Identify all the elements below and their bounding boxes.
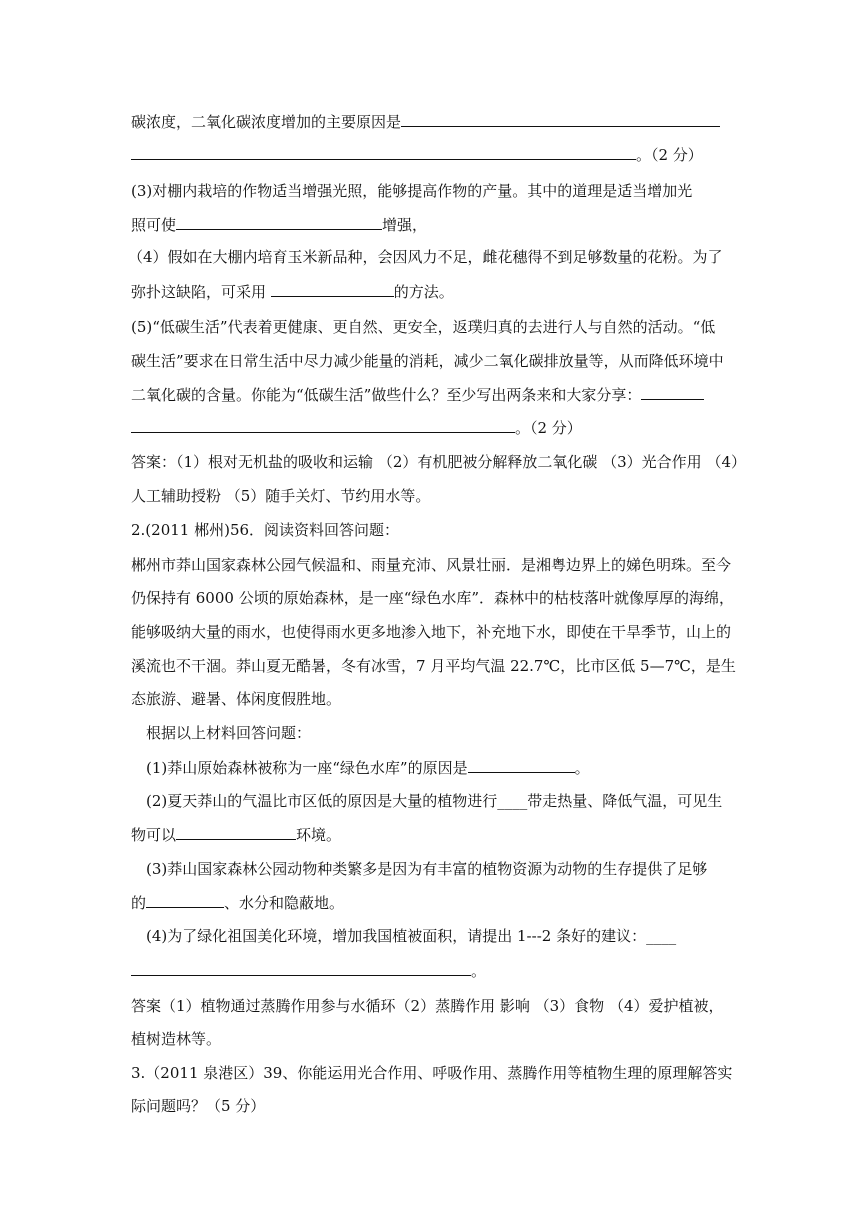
- text-line: (4)为了绿化祖国美化环境，增加我国植被面积，请提出 1---2 条好的建议：____: [146, 927, 677, 945]
- text-line: 溪流也不干涸。莽山夏无酷暑，冬有冰雪，7 月平均气温 22.7℃，比市区低 5—7℃，是生: [131, 657, 736, 675]
- answer-blank: [176, 823, 296, 840]
- text-line: 。（2 分）: [131, 143, 703, 165]
- answer-blank: [271, 280, 394, 297]
- answer-blank: [131, 959, 471, 976]
- answer-blank: [176, 213, 382, 230]
- text-line: 的 、水分和隐蔽地。: [131, 891, 344, 913]
- text-line: 照可使 增强，: [131, 213, 427, 235]
- answer-line: 植树造林等。: [131, 1030, 222, 1048]
- text-line: (1)莽山原始森林被称为一座“绿色水库”的原因是 。: [146, 756, 590, 778]
- answer-blank: [131, 416, 515, 433]
- text-line: 态旅游、避暑、体闲度假胜地。: [131, 690, 342, 708]
- text-line: 郴州市莽山国家森林公园气候温和、雨量充沛、风景壮丽．是湘粤边界上的娣色明珠。至今: [131, 556, 732, 574]
- answer-blank: [468, 756, 575, 773]
- text-line: 根据以上材料回答问题：: [146, 724, 312, 742]
- answer-line: 答案（1）植物通过蒸腾作用参与水循环（2）蒸腾作用 影响 （3）食物 （4）爱护植被，: [131, 997, 724, 1015]
- text-line: 能够吸纳大量的雨水，也使得雨水更多地渗入地下，补充地下水，即使在干旱季节，山上的: [131, 623, 732, 641]
- text-line: 弥扑这缺陷，可采用 的方法。: [131, 280, 454, 302]
- text-line: 物可以 环境。: [131, 823, 341, 845]
- text-line: 碳浓度，二氧化碳浓度增加的主要原因是: [131, 110, 720, 132]
- answer-blank: [401, 110, 720, 127]
- text-line: 。: [131, 959, 486, 981]
- answer-blank: [641, 383, 704, 400]
- text-line: 仍保持有 6000 公顷的原始森林，是一座“绿色水库”．森林中的枯枝落叶就像厚厚的海绵，: [131, 589, 735, 607]
- answer-blank: [146, 891, 224, 908]
- answer-blank: [131, 143, 636, 160]
- text-line: 。（2 分）: [131, 416, 582, 438]
- text-line: 二氧化碳的含量。你能为“低碳生活”做些什么？至少写出两条来和大家分享：: [131, 383, 704, 405]
- text-line: (5)“低碳生活”代表着更健康、更自然、更安全，返璞归真的去进行人与自然的活动。“低: [131, 318, 716, 336]
- text-line: 际问题吗？（5 分）: [131, 1097, 266, 1115]
- text-line: (2)夏天莽山的气温比市区低的原因是大量的植物进行____带走热量、降低气温，可见生: [146, 792, 723, 810]
- text-line: 碳生活”要求在日常生活中尽力减少能量的消耗，减少二氧化碳排放量等，从而降低环境中: [131, 352, 724, 370]
- text-line: （4）假如在大棚内培育玉米新品种，会因风力不足，雌花穗得不到足够数量的花粉。为了: [128, 248, 723, 266]
- question-heading: 3.（2011 泉港区）39、你能运用光合作用、呼吸作用、蒸腾作用等植物生理的原理解答实: [131, 1064, 733, 1082]
- question-heading: 2.(2011 郴州)56．阅读资料回答问题：: [131, 521, 400, 539]
- answer-line: 答案：（1）根对无机盐的吸收和运输 （2）有机肥被分解释放二氧化碳 （3）光合作用 （4）: [131, 453, 746, 471]
- text-line: (3)莽山国家森林公园动物种类繁多是因为有丰富的植物资源为动物的生存提供了足够: [146, 860, 708, 878]
- text-line: (3)对棚内栽培的作物适当增强光照，能够提高作物的产量。其中的道理是适当增加光: [131, 182, 693, 200]
- answer-line: 人工辅助授粉 （5）随手关灯、节约用水等。: [131, 487, 431, 505]
